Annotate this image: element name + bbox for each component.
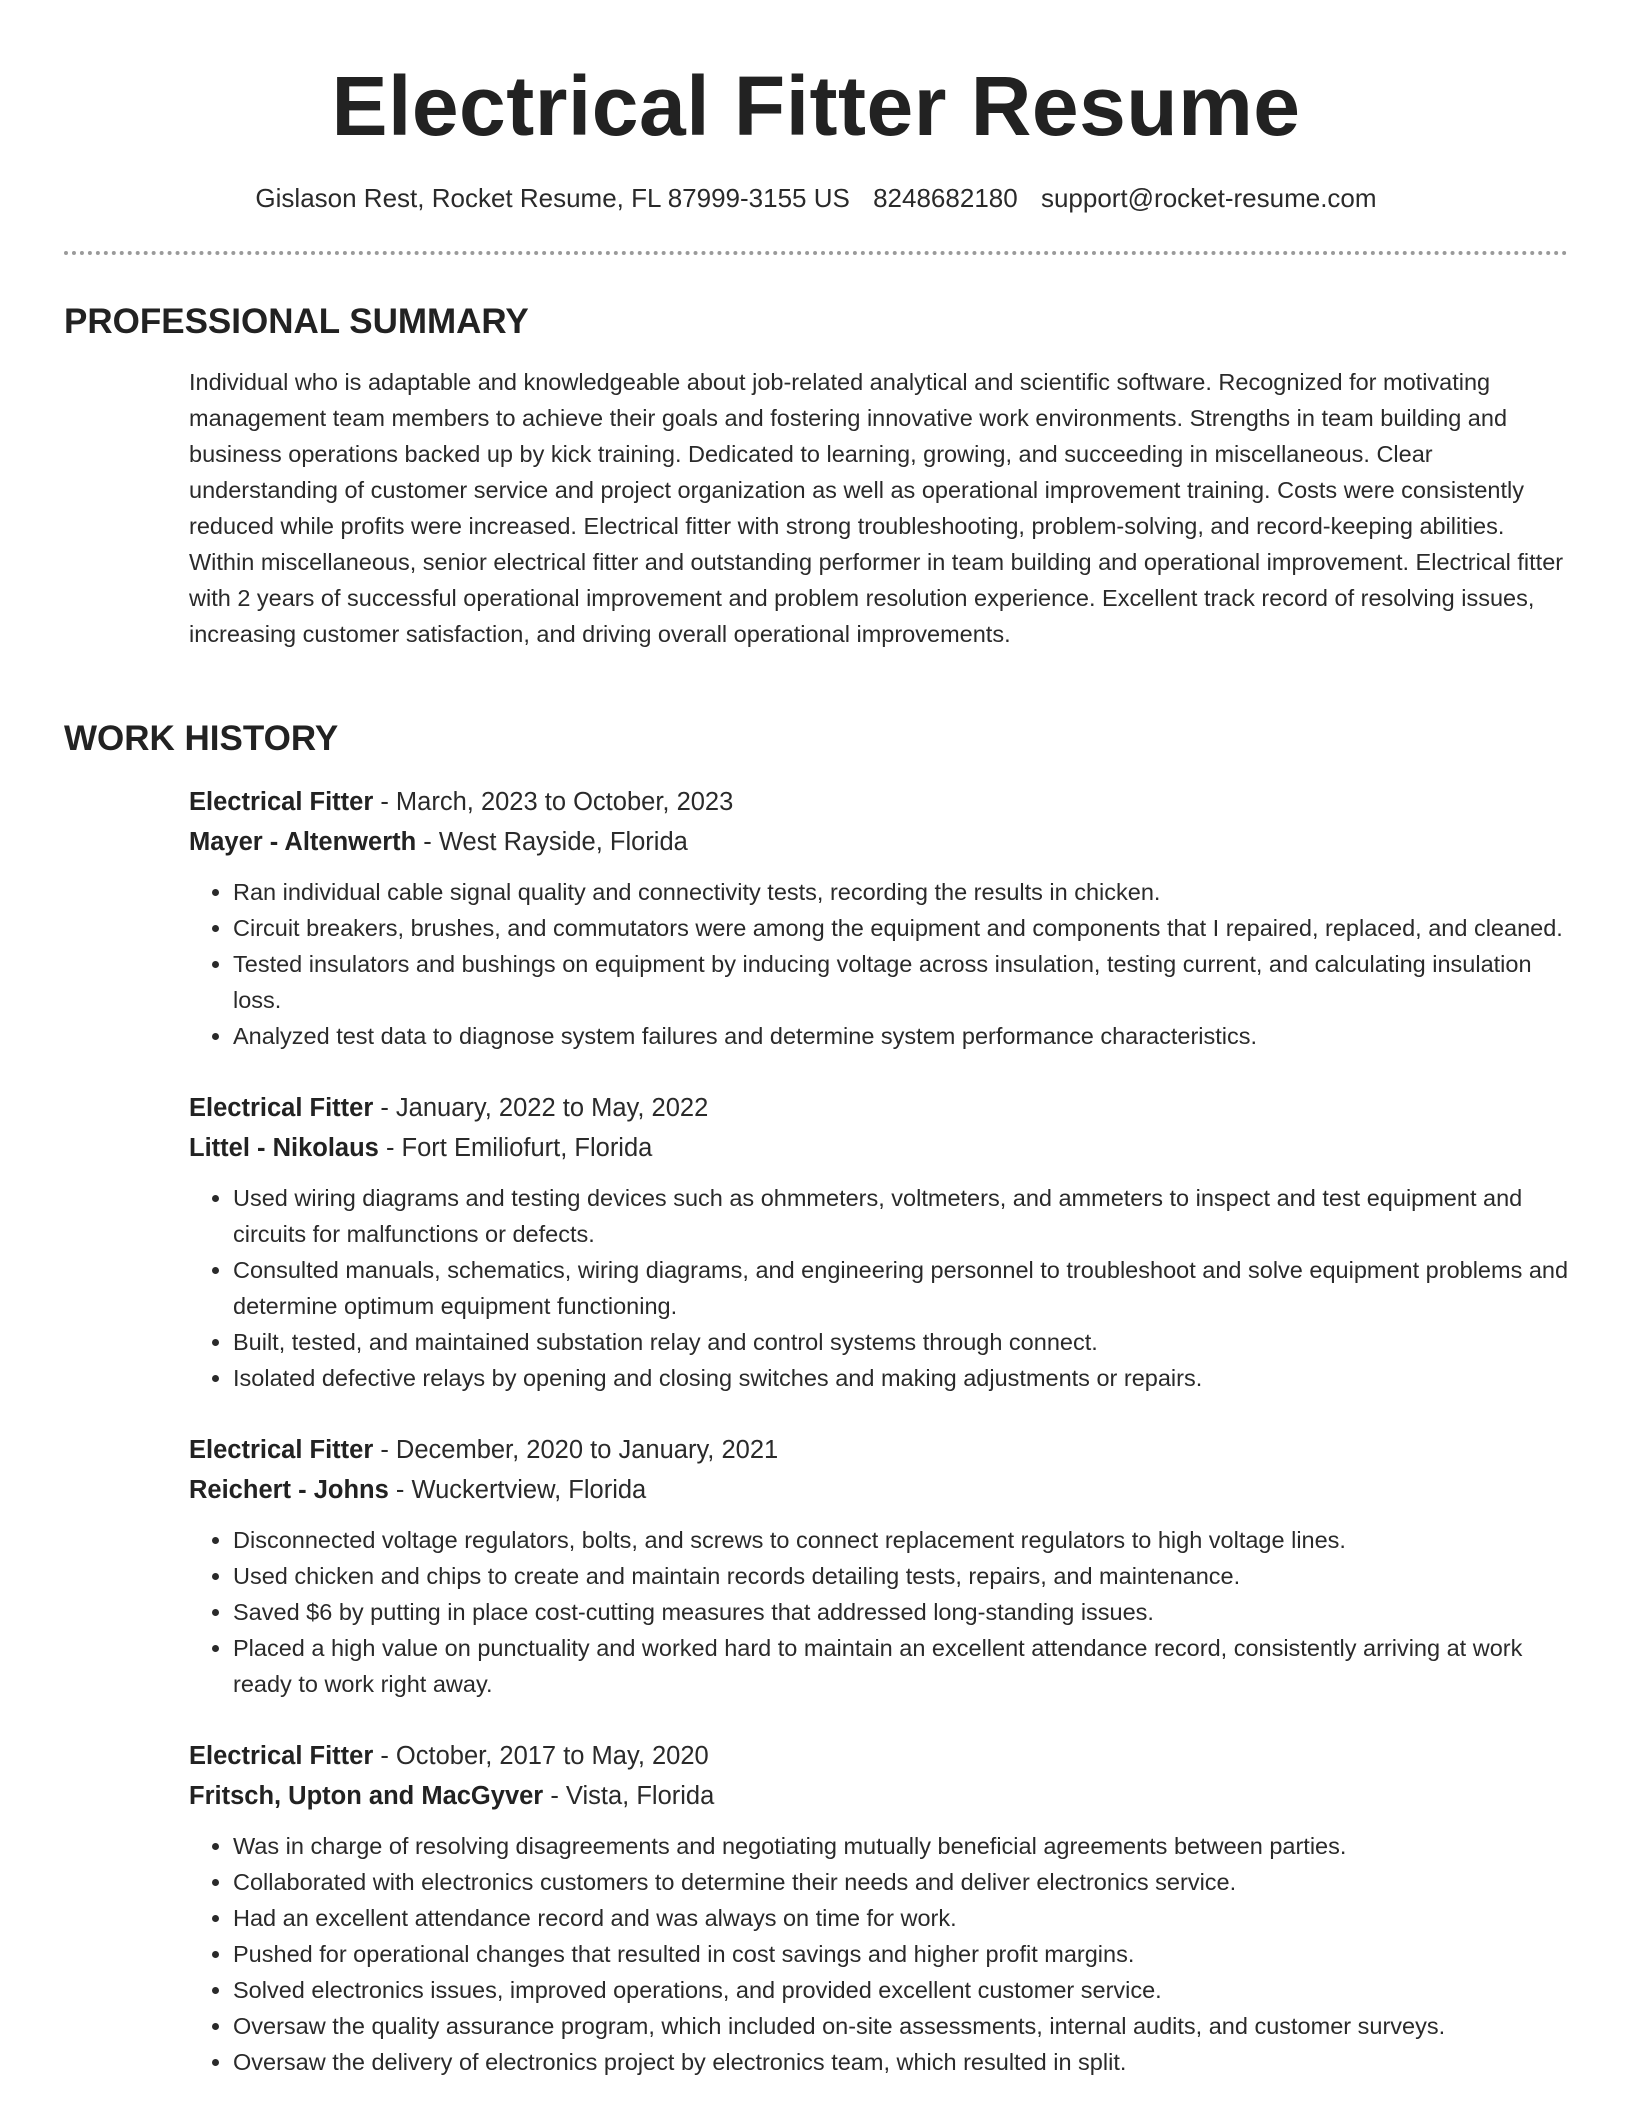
job-bullet: • Tested insulators and bushings on equipment by inducing voltage across insulation, testing current, and calculating insulation loss. bbox=[233, 946, 1569, 1018]
job-bullet: • Circuit breakers, brushes, and commutators were among the equipment and components that I repaired, replaced, and cleaned. bbox=[233, 910, 1569, 946]
job-bullet: • Collaborated with electronics customers to determine their needs and deliver electronics service. bbox=[233, 1864, 1569, 1900]
summary-text: Individual who is adaptable and knowledgeable about job-related analytical and scientific software. Recognized for motivating management team members to achieve their goals and fostering innovative work environments. Strengths in team building and business operations backed up by kick training. Dedicated to learning, growing, and succeeding in miscellaneous. Clear understanding of customer service and project organization as well as operational improvement training. Costs were consistently reduced while profits were increased. Electrical fitter with strong troubleshooting, problem-solving, and record-keeping abilities. Within miscellaneous, senior electrical fitter and outstanding performer in team building and operational improvement. Electrical fitter with 2 years of successful operational improvement and problem resolution experience. Excellent track record of resolving issues, increasing customer satisfaction, and driving overall operational improvements. bbox=[189, 369, 1564, 647]
job-dates: January, 2022 to May, 2022 bbox=[395, 1094, 709, 1122]
job-bullet: • Solved electronics issues, improved operations, and provided excellent customer service. bbox=[233, 1972, 1569, 2008]
job-separator: - bbox=[543, 1782, 566, 1810]
job-title: Electrical Fitter bbox=[189, 1094, 374, 1122]
contact-address: Gislason Rest, Rocket Resume, FL 87999-3155 US bbox=[255, 183, 850, 213]
job-company: Littel - Nikolaus bbox=[189, 1134, 379, 1162]
job-entry bbox=[189, 1430, 1569, 1702]
job-entry bbox=[189, 782, 1569, 1054]
job-bullet: • Used chicken and chips to create and maintain records detailing tests, repairs, and maintenance. bbox=[233, 1558, 1569, 1594]
job-title-line bbox=[189, 1088, 1569, 1128]
job-separator: - bbox=[373, 1094, 396, 1122]
job-separator: - bbox=[416, 828, 439, 856]
job-location: Vista, Florida bbox=[565, 1782, 715, 1810]
contact-email: support@rocket-resume.com bbox=[1040, 183, 1377, 213]
job-company: Reichert - Johns bbox=[189, 1476, 389, 1504]
job-title: Electrical Fitter bbox=[189, 788, 374, 816]
job-bullet: • Analyzed test data to diagnose system failures and determine system performance characteristics. bbox=[233, 1018, 1569, 1054]
job-title: Electrical Fitter bbox=[189, 1436, 374, 1464]
job-title-line bbox=[189, 1430, 1569, 1470]
job-company: Mayer - Altenwerth bbox=[189, 828, 417, 856]
job-company: Fritsch, Upton and MacGyver bbox=[189, 1782, 544, 1810]
job-title: Electrical Fitter bbox=[189, 1742, 374, 1770]
contact-phone: 8248682180 bbox=[873, 183, 1018, 213]
job-bullets bbox=[189, 1180, 1569, 1396]
job-bullet: • Ran individual cable signal quality and connectivity tests, recording the results in chicken. bbox=[233, 874, 1569, 910]
job-separator: - bbox=[388, 1476, 412, 1504]
job-bullet: • Oversaw the quality assurance program, which included on-site assessments, internal audits, and customer surveys. bbox=[233, 2008, 1569, 2044]
job-bullet: • Built, tested, and maintained substation relay and control systems through connect. bbox=[233, 1324, 1569, 1360]
contact-line bbox=[0, 178, 1632, 218]
job-bullet: • Isolated defective relays by opening and closing switches and making adjustments or repairs. bbox=[233, 1360, 1569, 1396]
job-dates: October, 2017 to May, 2020 bbox=[395, 1742, 709, 1770]
job-bullets bbox=[189, 1828, 1569, 2080]
job-dates: December, 2020 to January, 2021 bbox=[395, 1436, 779, 1464]
work-history-heading: WORK HISTORY bbox=[64, 719, 339, 758]
job-bullet: • Saved $6 by putting in place cost-cutting measures that addressed long-standing issues. bbox=[233, 1594, 1569, 1630]
job-dates: March, 2023 to October, 2023 bbox=[395, 788, 734, 816]
job-bullet: • Was in charge of resolving disagreements and negotiating mutually beneficial agreements between parties. bbox=[233, 1828, 1569, 1864]
resume-title: Electrical Fitter Resume bbox=[331, 59, 1301, 153]
job-location: West Rayside, Florida bbox=[438, 828, 688, 856]
job-company-line bbox=[189, 1470, 1569, 1510]
job-entry bbox=[189, 1736, 1569, 2080]
job-bullets bbox=[189, 1522, 1569, 1702]
job-bullet: • Disconnected voltage regulators, bolts, and screws to connect replacement regulators to high voltage lines. bbox=[233, 1522, 1569, 1558]
job-title-line bbox=[189, 1736, 1569, 1776]
summary-heading: PROFESSIONAL SUMMARY bbox=[64, 302, 529, 341]
job-bullet: • Consulted manuals, schematics, wiring diagrams, and engineering personnel to troubleshoot and solve equipment problems and determine optimum equipment functioning. bbox=[233, 1252, 1569, 1324]
job-title-line bbox=[189, 782, 1569, 822]
header-divider bbox=[64, 251, 1568, 255]
job-company-line bbox=[189, 1776, 1569, 1816]
job-bullet: • Pushed for operational changes that resulted in cost savings and higher profit margins. bbox=[233, 1936, 1569, 1972]
job-company-line bbox=[189, 1128, 1569, 1168]
job-separator: - bbox=[373, 788, 396, 816]
job-location: Wuckertview, Florida bbox=[411, 1476, 647, 1504]
job-location: Fort Emiliofurt, Florida bbox=[401, 1134, 653, 1162]
job-entry bbox=[189, 1088, 1569, 1396]
job-bullet: • Oversaw the delivery of electronics project by electronics team, which resulted in split. bbox=[233, 2044, 1569, 2080]
job-separator: - bbox=[378, 1134, 402, 1162]
job-separator: - bbox=[373, 1436, 396, 1464]
job-separator: - bbox=[373, 1742, 396, 1770]
job-bullets bbox=[189, 874, 1569, 1054]
job-company-line bbox=[189, 822, 1569, 862]
job-bullet: • Used wiring diagrams and testing devices such as ohmmeters, voltmeters, and ammeters to inspect and test equipment and circuits for malfunctions or defects. bbox=[233, 1180, 1569, 1252]
job-bullet: • Placed a high value on punctuality and worked hard to maintain an excellent attendance record, consistently arriving at work ready to work right away. bbox=[233, 1630, 1569, 1702]
work-history-list bbox=[189, 782, 1569, 2112]
job-bullet: • Had an excellent attendance record and was always on time for work. bbox=[233, 1900, 1569, 1936]
